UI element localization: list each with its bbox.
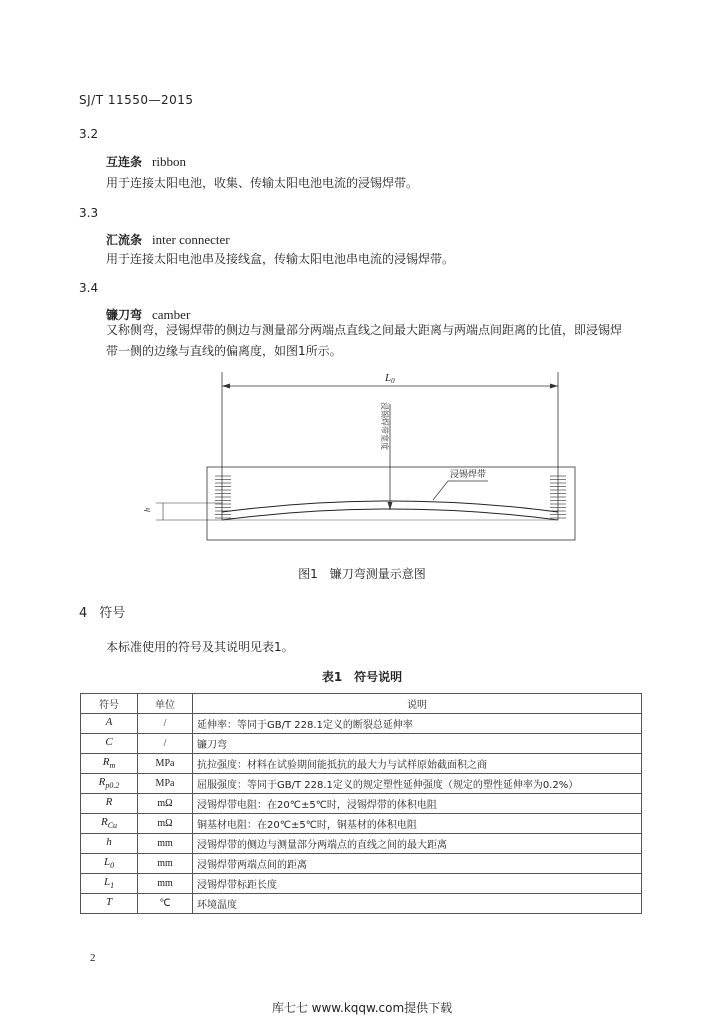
camber-measurement-figure (0, 368, 724, 553)
symbol-cell: R (81, 794, 138, 814)
arrow-head (222, 384, 230, 389)
strip-label: 浸锡焊带 (450, 470, 487, 480)
clause-number: 3.3 (79, 206, 99, 220)
description-cell: 环境温度 (193, 894, 642, 914)
table-row (81, 714, 642, 734)
section-heading (79, 602, 125, 621)
description-cell: 镰刀弯 (193, 734, 642, 754)
table-row (81, 834, 642, 854)
term-definition: 用于连接太阳电池，收集、传输太阳电池电流的浸锡焊带。 (106, 176, 419, 190)
unit-cell: MPa (138, 754, 193, 774)
term-heading (106, 153, 186, 170)
column-header: 说明 (193, 694, 642, 714)
strip-lower-edge (222, 509, 558, 520)
symbols-table (80, 693, 642, 914)
symbol-cell: $R_{p0.2}$ (81, 774, 138, 794)
unit-cell: mm (138, 874, 193, 894)
clause-number: 3.2 (79, 127, 99, 141)
download-footer: 库七七 www.kqqw.com提供下载 (271, 1001, 453, 1015)
table-header-row (81, 694, 642, 714)
symbol-cell: A (81, 714, 138, 734)
table-caption: 表1 符号说明 (321, 670, 403, 684)
term-chinese: 汇流条 (106, 233, 143, 247)
unit-cell: / (138, 714, 193, 734)
dimension-label-l0: L0 (385, 372, 395, 385)
term-chinese: 互连条 (106, 155, 143, 169)
table-row (81, 754, 642, 774)
description-cell: 浸锡焊带的侧边与测量部分两端点的直线之间的最大距离 (193, 834, 642, 854)
unit-cell: mm (138, 834, 193, 854)
unit-cell: mΩ (138, 814, 193, 834)
table-row (81, 774, 642, 794)
unit-cell: MPa (138, 774, 193, 794)
symbol-cell: T (81, 894, 138, 914)
unit-cell: mm (138, 854, 193, 874)
h-label: h (143, 508, 152, 512)
description-cell: 抗拉强度：材料在试验期间能抵抗的最大力与试样原始截面积之商 (193, 754, 642, 774)
term-heading (106, 231, 230, 248)
description-cell: 浸锡焊带两端点间的距离 (193, 854, 642, 874)
table-row (81, 854, 642, 874)
symbol-cell: $L_0$ (81, 854, 138, 874)
table-row (81, 814, 642, 834)
page-number: 2 (90, 952, 96, 964)
vertical-width-label: 浸锡焊带宽度 (380, 402, 389, 450)
symbol-cell: $R_{Cu}$ (81, 814, 138, 834)
section-intro: 本标准使用的符号及其说明见表1。 (106, 640, 294, 654)
figure-caption: 图1 镰刀弯测量示意图 (298, 567, 426, 581)
unit-cell: / (138, 734, 193, 754)
section-number: 4 (79, 606, 88, 621)
unit-cell: ℃ (138, 894, 193, 914)
symbol-cell: C (81, 734, 138, 754)
definition-line: 带一侧的边缘与直线的偏离度，如图1所示。 (106, 344, 342, 358)
term-english: ribbon (152, 154, 186, 169)
term-definition: 用于连接太阳电池串及接线盒，传输太阳电池串电流的浸锡焊带。 (106, 252, 455, 266)
clause-number: 3.4 (79, 281, 99, 295)
term-english: inter connecter (152, 232, 230, 247)
term-english: camber (152, 307, 191, 322)
term-definition (106, 320, 654, 362)
description-cell: 浸锡焊带标距长度 (193, 874, 642, 894)
unit-cell: mΩ (138, 794, 193, 814)
standard-code: SJ/T 11550—2015 (79, 93, 194, 107)
symbol-cell: $R_m$ (81, 754, 138, 774)
definition-line: 又称侧弯，浸锡焊带的侧边与测量部分两端点直线之间最大距离与两端点间距离的比值，即浸锡焊 (106, 323, 623, 337)
leader-line (433, 481, 448, 500)
column-header: 符号 (81, 694, 138, 714)
column-header: 单位 (138, 694, 193, 714)
table-row (81, 894, 642, 914)
section-title: 符号 (99, 606, 126, 621)
term-chinese: 镰刀弯 (106, 308, 143, 322)
description-cell: 延伸率：等同于GB/T 228.1定义的断裂总延伸率 (193, 714, 642, 734)
symbol-cell: h (81, 834, 138, 854)
table-row (81, 794, 642, 814)
description-cell: 屈服强度：等同于GB/T 228.1定义的规定塑性延伸强度（规定的塑性延伸率为0.2%） (193, 774, 642, 794)
table-row (81, 734, 642, 754)
symbol-cell: $L_1$ (81, 874, 138, 894)
description-cell: 铜基材电阻：在20℃±5℃时，铜基材的体积电阻 (193, 814, 642, 834)
arrow-head (550, 384, 558, 389)
description-cell: 浸锡焊带电阻：在20℃±5℃时，浸锡焊带的体积电阻 (193, 794, 642, 814)
table-row (81, 874, 642, 894)
